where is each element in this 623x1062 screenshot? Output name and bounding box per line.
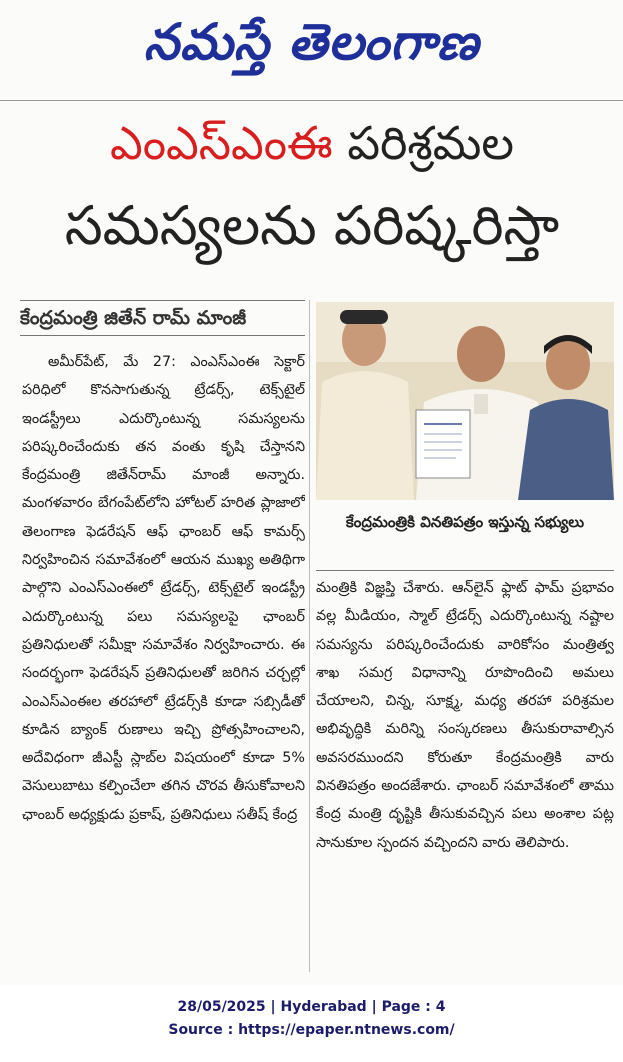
footer-source-line: Source : https://epaper.ntnews.com/ bbox=[168, 1022, 455, 1038]
subheadline: కేంద్రమంత్రి జితేన్ రామ్ మాంజీ bbox=[20, 300, 305, 336]
column-divider bbox=[309, 300, 310, 972]
photo-caption: కేంద్రమంత్రికి వినతిపత్రం ఇస్తున్న సభ్యులు bbox=[345, 513, 585, 531]
headline-line-1 bbox=[12, 112, 612, 174]
article-body-left-column bbox=[22, 348, 305, 978]
headline-black-text: పరిశ్రమల bbox=[347, 116, 514, 170]
news-photo-illustration bbox=[316, 302, 614, 500]
article-body-right-column bbox=[316, 574, 614, 974]
footer-date-line: 28/05/2025 | Hyderabad | Page : 4 bbox=[177, 999, 446, 1015]
article-body-left-text: అమీర్‌పేట్, మే 27: ఎంఎస్ఎంఈ సెక్టార్ పరిధిలో కొనసాగుతున్న ట్రేడర్స్, టెక్స్‌టైల్ ఇండస్ట్రీలు ఎదుర్కొంటున్న సమస్యలను పరిష్కరించేందుకు తన వంతు కృషి చేస్తానని కేంద్రమంత్రి జితేన్‌రామ్ మాంజీ అన్నారు. మంగళవారం బేగంపేట్‌లోని హోటల్ హరిత ప్లాజాలో తెలంగాణ ఫెడరేషన్ ఆఫ్ ఛాంబర్ ఆఫ్ కామర్స్ నిర్వహించిన సమావేశంలో ఆయన ముఖ్య అతిథిగా పాల్గొని ఎంఎస్ఎంఈలో ట్రేడర్స్, టెక్స్‌టైల్ ఇండస్ట్రీ ఎదుర్కొంటున్న పలు సమస్యలపై ఛాంబర్ ప్రతినిధులతో సమీక్షా సమావేశం నిర్వహించారు. ఈ సందర్భంగా ఫెడరేషన్ ప్రతినిధులతో జరిగిన చర్చల్లో ఎంఎస్ఎంఈల తరహాలో ట్రేడర్స్‌కి కూడా సబ్సిడీతో కూడిన బ్యాంక్ రుణాలు ఇచ్చి ప్రోత్సహించాలని, అదేవిధంగా జీఎస్టీ స్లాబ్‌ల విషయంలో కూడా 5% వెసులుబాటు కల్పించేలా తగిన చొరవ తీసుకోవాలని ఛాంబర్ అధ్యక్షుడు ప్రకాష్, ప్రతినిధులు సతీష్ కేంద్ర bbox=[22, 354, 305, 823]
source-footer bbox=[0, 996, 623, 1042]
masthead-divider bbox=[0, 100, 623, 101]
headline-line-2: సమస్యలను పరిష్కరిస్తా bbox=[64, 194, 560, 257]
news-photo bbox=[316, 302, 614, 500]
article-body-right-text: మంత్రికి విజ్ఞప్తి చేశారు. ఆన్‌లైన్ ఫ్లాట్ ఫామ్ ప్రభావం వల్ల మీడియం, స్మాల్ ట్రేడర్స్ ఎదుర్కొంటున్న నష్టాల సమస్యను పరిష్కరించేందుకు వారికోసం మంత్రిత్వ శాఖ సమగ్ర విధానాన్ని రూపొందించి అమలు చేయాలని, చిన్న, సూక్ష్మ, మధ్య తరహా పరిశ్రమల అభివృద్ధికి మరిన్ని సంస్కరణలు తీసుకురావాల్సిన అవసరముందని కోరుతూ కేంద్రమంత్రికి వారు వినతిపత్రం అందజేశారు. ఛాంబర్ సమావేశంలో తాము కేంద్ర మంత్రి దృష్టికి తీసుకువచ్చిన పలు అంశాల పట్ల సానుకూల స్పందన వచ్చిందని వారు తెలిపారు. bbox=[316, 580, 614, 851]
headline-red-text: ఎంఎస్ఎంఈ bbox=[110, 116, 333, 170]
newspaper-masthead: నమస్తే తెలంగాణ bbox=[143, 13, 480, 71]
caption-divider bbox=[316, 570, 614, 571]
